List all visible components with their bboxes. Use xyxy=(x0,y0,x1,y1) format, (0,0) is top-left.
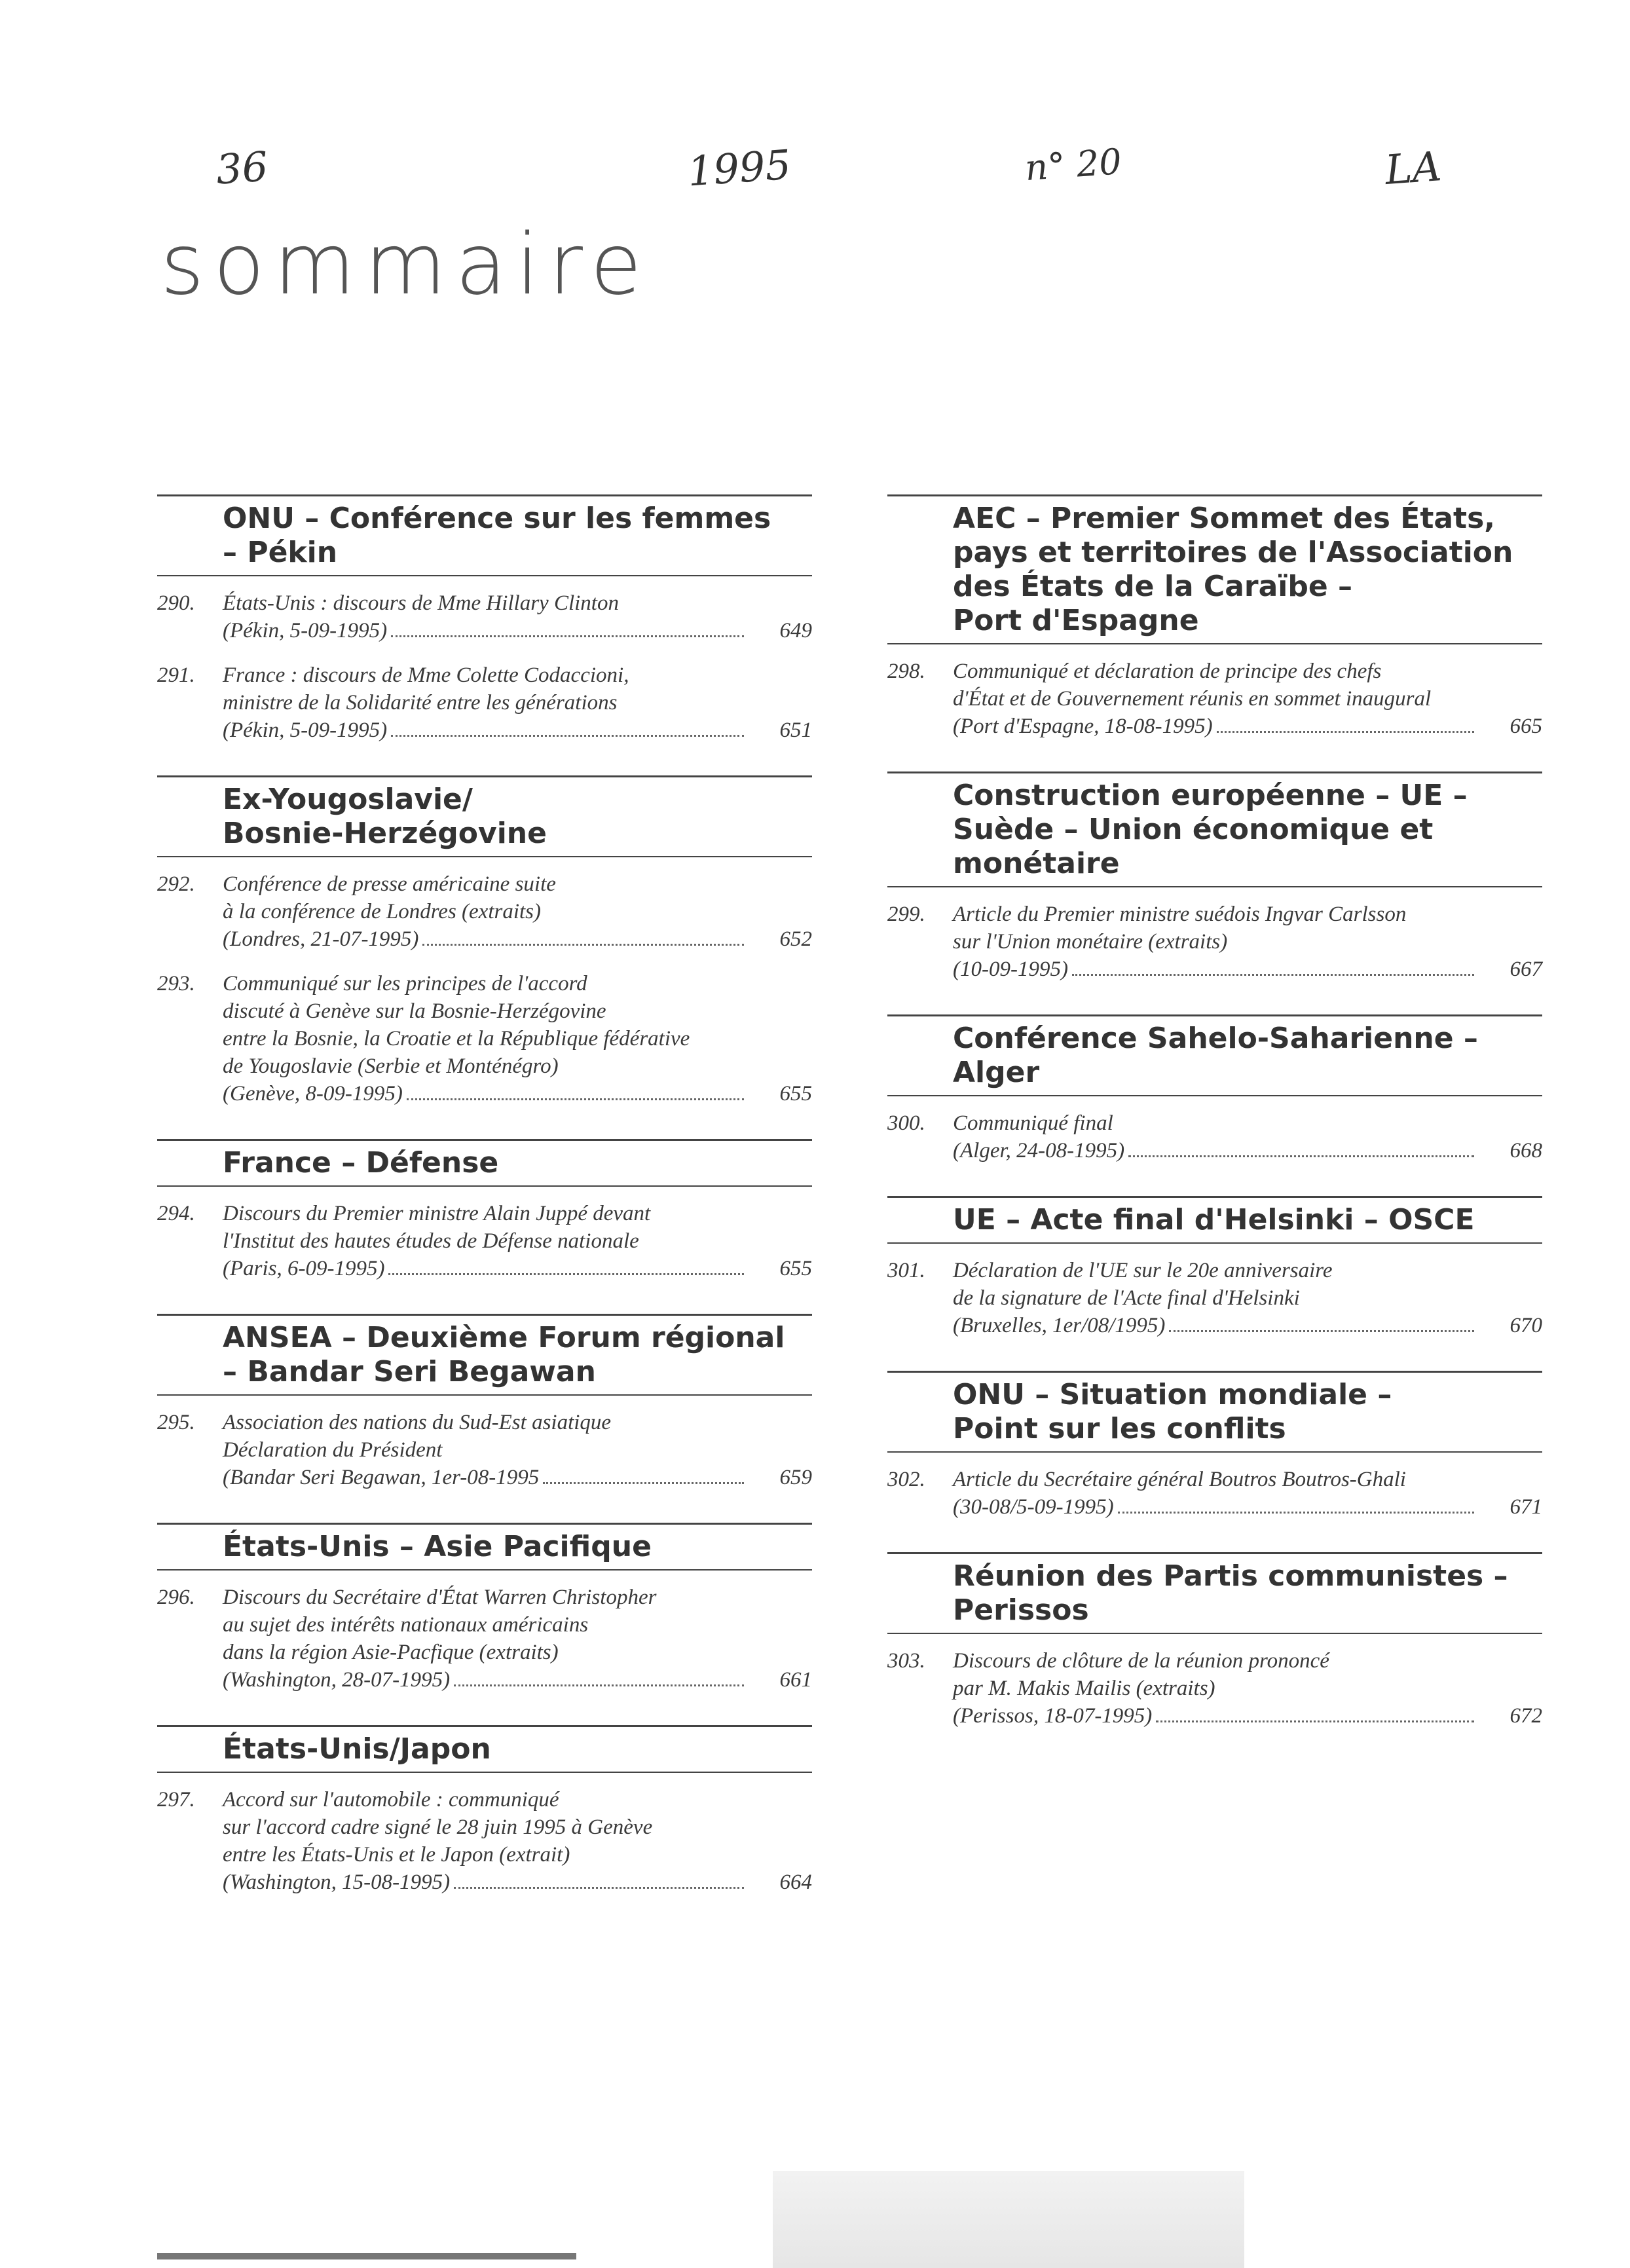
section-title xyxy=(157,1530,812,1564)
dot-leader xyxy=(388,1273,744,1275)
entry-line: de Yougoslavie (Serbie et Monténégro) xyxy=(223,1054,559,1078)
toc-entry[interactable] xyxy=(887,1257,1542,1339)
entry-number: 299. xyxy=(887,902,925,926)
entry-page-number: 661 xyxy=(779,1668,812,1692)
entry-list xyxy=(887,1244,1542,1339)
entry-source: (Alger, 24-08-1995) xyxy=(953,1139,1125,1162)
toc-section xyxy=(887,771,1542,983)
entry-number: 297. xyxy=(157,1788,195,1812)
section-title-line: ANSEA – Deuxième Forum régional xyxy=(223,1321,785,1354)
entry-line: par M. Makis Mailis (extraits) xyxy=(953,1677,1215,1700)
right-column xyxy=(887,494,1542,1761)
toc-entry[interactable] xyxy=(157,661,812,744)
section-title xyxy=(887,1378,1542,1446)
entry-number: 294. xyxy=(157,1202,195,1225)
section-top-rule xyxy=(157,1314,812,1316)
toc-section xyxy=(887,1371,1542,1521)
entry-line: Communiqué et déclaration de principe des chefs xyxy=(953,660,1382,683)
entry-source-line xyxy=(953,956,1542,983)
entry-line: États-Unis : discours de Mme Hillary Clinton xyxy=(223,591,619,615)
entry-source-line xyxy=(953,1137,1542,1164)
entry-page-number: 651 xyxy=(779,718,812,742)
entry-line: sur l'Union monétaire (extraits) xyxy=(953,930,1228,954)
entry-page-number: 664 xyxy=(779,1870,812,1894)
section-title-line: France – Défense xyxy=(223,1146,499,1180)
entry-source-line xyxy=(953,713,1542,740)
entry-source: (Genève, 8-09-1995) xyxy=(223,1082,403,1106)
section-title-line: Conférence Sahelo-Saharienne – xyxy=(953,1022,1478,1055)
entry-number: 300. xyxy=(887,1111,925,1135)
entry-line: Déclaration de l'UE sur le 20e anniversaire xyxy=(953,1259,1333,1282)
entry-source-line xyxy=(953,1493,1542,1521)
entry-list xyxy=(887,644,1542,740)
section-title-line: monétaire xyxy=(953,847,1120,880)
entry-number: 296. xyxy=(157,1586,195,1609)
toc-entry[interactable] xyxy=(157,1786,812,1896)
section-title-line: ONU – Situation mondiale – xyxy=(953,1378,1392,1411)
entry-source-line xyxy=(953,1312,1542,1339)
toc-section xyxy=(157,494,812,744)
section-top-rule xyxy=(157,1139,812,1141)
section-top-rule xyxy=(157,1523,812,1525)
toc-section xyxy=(157,775,812,1107)
dot-leader xyxy=(407,1098,744,1100)
entry-source: (Port d'Espagne, 18-08-1995) xyxy=(953,715,1213,738)
toc-entry[interactable] xyxy=(157,870,812,953)
entry-page-number: 655 xyxy=(779,1257,812,1280)
entry-list xyxy=(157,1571,812,1694)
entry-number: 293. xyxy=(157,972,195,995)
entry-line: Discours de clôture de la réunion prononcé xyxy=(953,1649,1329,1673)
dot-leader xyxy=(1156,1720,1474,1722)
section-title-line: UE – Acte final d'Helsinki – OSCE xyxy=(953,1203,1475,1236)
entry-source: (Washington, 15-08-1995) xyxy=(223,1870,451,1894)
section-title xyxy=(157,1321,812,1389)
toc-entry[interactable] xyxy=(157,1200,812,1282)
dot-leader xyxy=(391,734,744,737)
entry-list xyxy=(157,576,812,744)
entry-line: Conférence de presse américaine suite xyxy=(223,872,556,896)
entry-source-line xyxy=(953,1702,1542,1730)
handwritten-note-year: 1995 xyxy=(686,140,793,196)
entry-page-number: 671 xyxy=(1510,1495,1542,1519)
entry-line: entre la Bosnie, la Croatie et la République fédérative xyxy=(223,1027,690,1050)
entry-number: 301. xyxy=(887,1259,925,1282)
section-top-rule xyxy=(157,494,812,496)
section-top-rule xyxy=(157,1725,812,1727)
entry-source-line xyxy=(223,1080,812,1107)
toc-section xyxy=(157,1314,812,1491)
entry-list xyxy=(157,857,812,1107)
entry-list xyxy=(887,1096,1542,1164)
entry-list xyxy=(887,887,1542,983)
toc-section xyxy=(157,1139,812,1282)
entry-page-number: 649 xyxy=(779,619,812,642)
section-top-rule xyxy=(887,1552,1542,1554)
dot-leader xyxy=(454,1886,744,1889)
section-title xyxy=(887,1203,1542,1237)
entry-list xyxy=(157,1187,812,1282)
entry-page-number: 668 xyxy=(1510,1139,1542,1162)
entry-list xyxy=(157,1773,812,1896)
entry-number: 303. xyxy=(887,1649,925,1673)
entry-page-number: 652 xyxy=(779,927,812,951)
entry-line: d'État et de Gouvernement réunis en sommet inaugural xyxy=(953,687,1432,711)
entry-number: 291. xyxy=(157,663,195,687)
section-title-line: Réunion des Partis communistes – xyxy=(953,1559,1508,1593)
entry-line: France : discours de Mme Colette Codaccioni, xyxy=(223,663,629,687)
toc-entry[interactable] xyxy=(887,1466,1542,1521)
section-title xyxy=(157,1146,812,1180)
entry-line: dans la région Asie-Pacfique (extraits) xyxy=(223,1641,559,1664)
entry-source-line xyxy=(223,1464,812,1491)
scan-artifact-strip xyxy=(773,2171,1244,2268)
entry-source: (Paris, 6-09-1995) xyxy=(223,1257,385,1280)
toc-entry[interactable] xyxy=(157,1409,812,1491)
entry-source: (Pékin, 5-09-1995) xyxy=(223,718,388,742)
toc-section xyxy=(887,1196,1542,1339)
section-title xyxy=(157,783,812,851)
handwritten-note-number: n° 20 xyxy=(1023,140,1123,189)
entry-line: Association des nations du Sud-Est asiatique xyxy=(223,1411,612,1434)
entry-line: Article du Secrétaire général Boutros Boutros-Ghali xyxy=(953,1468,1406,1491)
section-title xyxy=(887,1022,1542,1090)
section-title-line: Port d'Espagne xyxy=(953,604,1199,637)
entry-page-number: 665 xyxy=(1510,715,1542,738)
dot-leader xyxy=(454,1684,744,1686)
section-title-line: – Pékin xyxy=(223,536,338,569)
entry-source: (Pékin, 5-09-1995) xyxy=(223,619,388,642)
toc-entry[interactable] xyxy=(887,658,1542,740)
entry-line: ministre de la Solidarité entre les générations xyxy=(223,691,618,715)
dot-leader xyxy=(1072,973,1474,976)
section-top-rule xyxy=(887,494,1542,496)
entry-number: 290. xyxy=(157,591,195,615)
toc-section xyxy=(887,494,1542,740)
toc-entry[interactable] xyxy=(887,1647,1542,1730)
entry-line: Article du Premier ministre suédois Ingvar Carlsson xyxy=(953,902,1407,926)
entry-page-number: 670 xyxy=(1510,1314,1542,1337)
section-title-line: Ex-Yougoslavie/ xyxy=(223,783,473,816)
entry-page-number: 672 xyxy=(1510,1704,1542,1728)
entry-number: 298. xyxy=(887,660,925,683)
section-title-line: Point sur les conflits xyxy=(953,1412,1286,1445)
toc-entry[interactable] xyxy=(157,970,812,1107)
entry-source: (Londres, 21-07-1995) xyxy=(223,927,419,951)
section-top-rule xyxy=(887,1014,1542,1016)
section-title-line: – Bandar Seri Begawan xyxy=(223,1355,596,1388)
section-title-line: pays et territoires de l'Association xyxy=(953,536,1513,569)
entry-source-line xyxy=(223,617,812,644)
entry-number: 295. xyxy=(157,1411,195,1434)
entry-line: entre les États-Unis et le Japon (extrait) xyxy=(223,1843,570,1867)
dot-leader xyxy=(543,1481,744,1484)
entry-line: Discours du Premier ministre Alain Juppé devant xyxy=(223,1202,651,1225)
section-title xyxy=(157,502,812,570)
entry-source: (Bandar Seri Begawan, 1er-08-1995 xyxy=(223,1466,540,1489)
dot-leader xyxy=(391,635,744,637)
section-title xyxy=(887,502,1542,638)
section-title-line: États-Unis – Asie Pacifique xyxy=(223,1530,652,1563)
section-title xyxy=(887,1559,1542,1627)
entry-line: à la conférence de Londres (extraits) xyxy=(223,900,542,923)
entry-number: 292. xyxy=(157,872,195,896)
entry-page-number: 655 xyxy=(779,1082,812,1106)
toc-section xyxy=(887,1014,1542,1164)
toc-section xyxy=(157,1725,812,1896)
section-title-line: Alger xyxy=(953,1056,1040,1089)
entry-number: 302. xyxy=(887,1468,925,1491)
entry-page-number: 667 xyxy=(1510,957,1542,981)
toc-entry[interactable] xyxy=(887,901,1542,983)
entry-source-line xyxy=(223,1255,812,1282)
entry-source: (Washington, 28-07-1995) xyxy=(223,1668,451,1692)
toc-section xyxy=(887,1552,1542,1730)
entry-source-line xyxy=(223,925,812,953)
section-title-line: Construction européenne – UE – xyxy=(953,779,1468,812)
entry-source: (10-09-1995) xyxy=(953,957,1068,981)
entry-line: Communiqué sur les principes de l'accord xyxy=(223,972,587,995)
entry-source: (Bruxelles, 1er/08/1995) xyxy=(953,1314,1166,1337)
scan-artifact-bar xyxy=(157,2253,576,2259)
toc-entry[interactable] xyxy=(157,589,812,644)
entry-page-number: 659 xyxy=(779,1466,812,1489)
entry-list xyxy=(887,1634,1542,1730)
entry-source-line xyxy=(223,716,812,744)
dot-leader xyxy=(1217,730,1474,733)
section-title xyxy=(887,779,1542,881)
entry-line: Accord sur l'automobile : communiqué xyxy=(223,1788,559,1812)
section-top-rule xyxy=(157,775,812,777)
entry-line: au sujet des intérêts nationaux américains xyxy=(223,1613,589,1637)
dot-leader xyxy=(1118,1511,1474,1514)
section-title-line: ONU – Conférence sur les femmes xyxy=(223,502,771,535)
toc-entry[interactable] xyxy=(157,1584,812,1694)
toc-section xyxy=(157,1523,812,1694)
entry-source: (30-08/5-09-1995) xyxy=(953,1495,1114,1519)
entry-line: sur l'accord cadre signé le 28 juin 1995 à Genève xyxy=(223,1815,653,1839)
entry-source-line xyxy=(223,1666,812,1694)
section-top-rule xyxy=(887,1196,1542,1198)
section-title-line: AEC – Premier Sommet des États, xyxy=(953,502,1495,535)
section-top-rule xyxy=(887,771,1542,773)
entry-line: discuté à Genève sur la Bosnie-Herzégovine xyxy=(223,999,606,1023)
entry-source-line xyxy=(223,1868,812,1896)
section-top-rule xyxy=(887,1371,1542,1373)
handwritten-note-la: LA xyxy=(1383,142,1443,194)
section-title xyxy=(157,1732,812,1766)
section-title-line: États-Unis/Japon xyxy=(223,1732,491,1766)
entry-list xyxy=(887,1453,1542,1521)
section-title-line: Perissos xyxy=(953,1593,1089,1627)
toc-entry[interactable] xyxy=(887,1109,1542,1164)
entry-line: de la signature de l'Acte final d'Helsinki xyxy=(953,1286,1300,1310)
section-title-line: des États de la Caraïbe – xyxy=(953,570,1353,603)
entry-source: (Perissos, 18-07-1995) xyxy=(953,1704,1153,1728)
section-title-line: Suède – Union économique et xyxy=(953,813,1434,846)
dot-leader xyxy=(422,943,744,946)
page-title: sommaire xyxy=(160,216,651,314)
entry-list xyxy=(157,1396,812,1491)
entry-line: Déclaration du Président xyxy=(223,1438,443,1462)
dot-leader xyxy=(1169,1329,1474,1332)
entry-line: Communiqué final xyxy=(953,1111,1113,1135)
section-title-line: Bosnie-Herzégovine xyxy=(223,817,547,850)
left-column xyxy=(157,494,812,1927)
entry-line: Discours du Secrétaire d'État Warren Christopher xyxy=(223,1586,657,1609)
entry-line: l'Institut des hautes études de Défense nationale xyxy=(223,1229,639,1253)
dot-leader xyxy=(1128,1155,1474,1157)
handwritten-note-36: 36 xyxy=(214,142,270,194)
